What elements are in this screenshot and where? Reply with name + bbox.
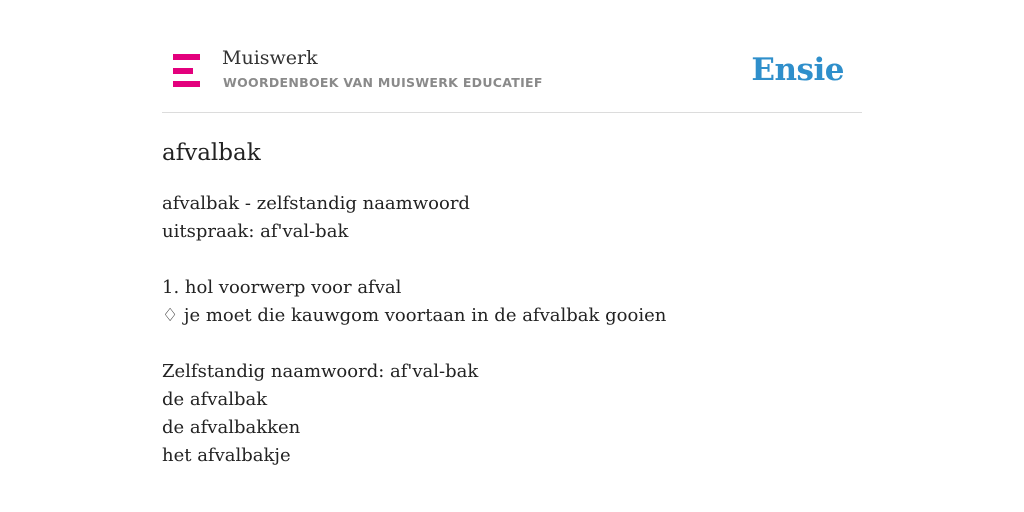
source-header [162,0,862,113]
logo-bar [173,68,193,74]
definition-line: de afvalbak [162,389,268,410]
definition-line [162,246,666,274]
definition-line: het afvalbakje [162,445,291,466]
definition-line: uitspraak: af'val-bak [162,221,349,242]
source-name[interactable]: Muiswerk [222,47,318,69]
entry-title: afvalbak [162,140,261,166]
definition-line: afvalbak - zelfstandig naamwoord [162,193,470,214]
ensie-logo[interactable]: Ensie [751,52,844,88]
definition-line: de afvalbakken [162,417,301,438]
definition-line: Zelfstandig naamwoord: af'val-bak [162,361,479,382]
source-subtitle: WOORDENBOEK VAN MUISWERK EDUCATIEF [223,75,543,90]
logo-bar [173,81,200,87]
page [162,0,862,512]
muiswerk-logo-icon[interactable] [173,54,200,87]
definition-line: 1. hol voorwerp voor afval [162,277,402,298]
definition-line [162,330,666,358]
definition-body [162,190,666,470]
definition-line: ♢ je moet die kauwgom voortaan in de afvalbak gooien [162,305,667,326]
logo-bar [173,54,200,60]
